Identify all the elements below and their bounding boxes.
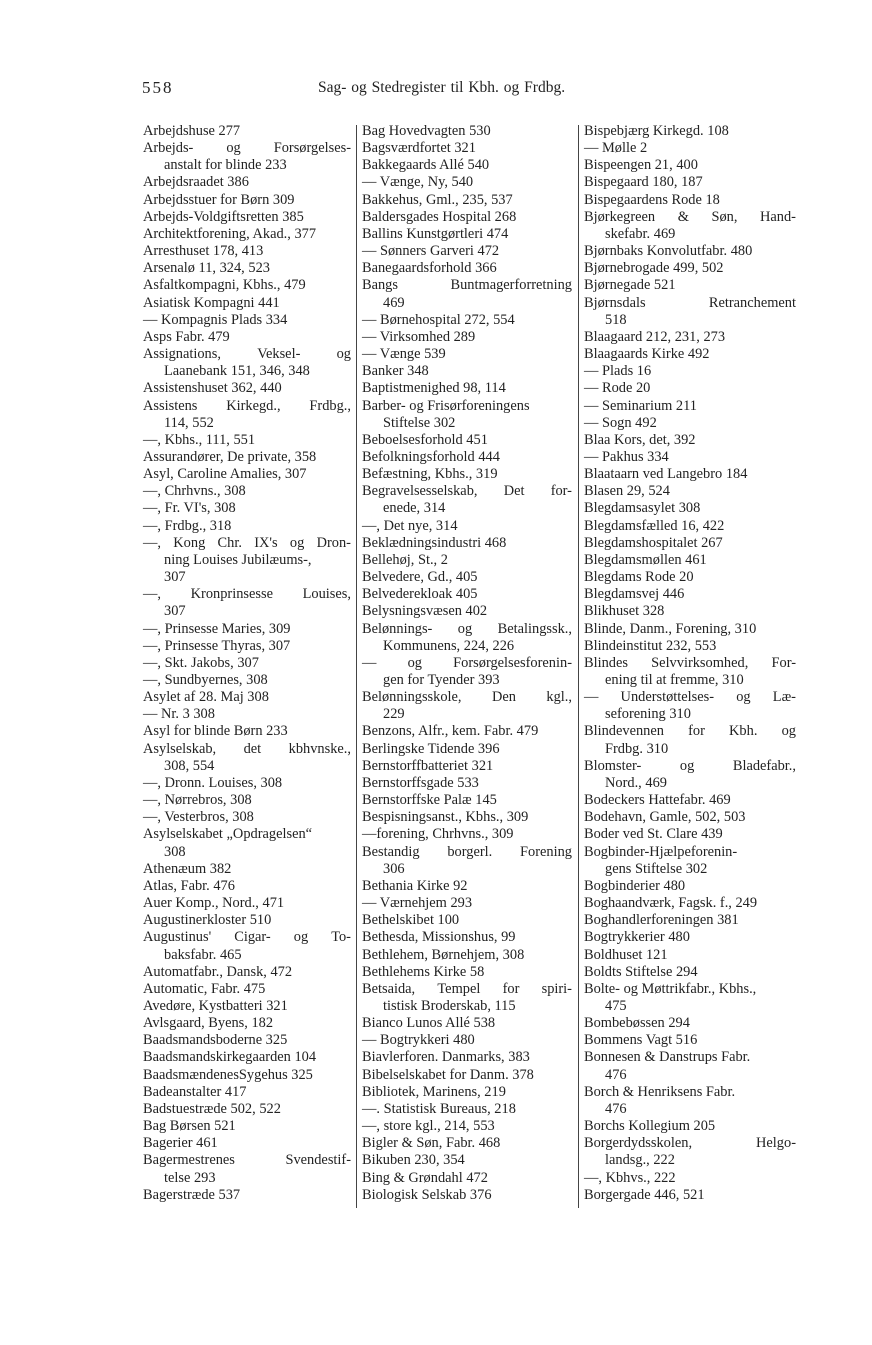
column-divider — [356, 125, 357, 1208]
index-entry: Blegdams Rode 20 — [584, 569, 694, 586]
index-entry: Laanebank 151, 346, 348 — [164, 363, 310, 380]
index-entry: — Plads 16 — [584, 363, 652, 380]
index-entry: Bethelskibet 100 — [362, 912, 460, 929]
index-entry: Avedøre, Kystbatteri 321 — [143, 997, 288, 1014]
index-entry: — Bogtrykkeri 480 — [362, 1032, 475, 1049]
index-entry: gen for Tyender 393 — [383, 672, 500, 688]
index-entry: Bispegaardens Rode 18 — [584, 191, 720, 208]
index-entry: Badeanstalter 417 — [143, 1083, 247, 1100]
index-entry: Badstuestræde 502, 522 — [143, 1100, 281, 1117]
index-entry: Bibelselskabet for Danm. 378 — [362, 1066, 534, 1083]
index-entry: Asylet af 28. Maj 308 — [143, 689, 269, 706]
index-entry: Bakkehus, Gml., 235, 537 — [362, 191, 513, 208]
index-entry: Bogbinder-Hjælpeforenin- — [584, 843, 738, 860]
index-entry: Arresthuset 178, 413 — [143, 243, 264, 260]
index-entry: — Vænge, Ny, 540 — [362, 174, 474, 191]
index-entry: Blindes Selvvirksomhed, For- — [584, 654, 796, 671]
index-entry: 229 — [383, 706, 405, 723]
index-entry: Baptistmenighed 98, 114 — [362, 380, 506, 397]
index-entry: Bjørnsdals Retranchement — [584, 294, 796, 311]
index-entry: 306 — [383, 860, 405, 877]
index-entry: —, Fr. VI's, 308 — [143, 500, 236, 517]
index-entry: Arbejds- og Forsørgelses- — [143, 140, 351, 157]
index-entry: 308 — [164, 843, 186, 860]
index-entry: Architektforening, Akad., 377 — [143, 225, 317, 242]
index-entry: 475 — [605, 997, 627, 1014]
index-entry: Bispebjærg Kirkegd. 108 — [584, 123, 729, 139]
index-entry: Asiatisk Kompagni 441 — [143, 294, 280, 311]
index-entry: Boldts Stiftelse 294 — [584, 963, 698, 980]
index-entry: Blaa Kors, det, 392 — [584, 431, 696, 448]
index-entry: Beklædningsindustri 468 — [362, 534, 507, 551]
index-entry: — Nr. 3 308 — [143, 706, 215, 723]
index-entry: — Virksomhed 289 — [362, 328, 476, 345]
index-entry: Baldersgades Hospital 268 — [362, 208, 517, 225]
index-entry: Ballins Kunstgørtleri 474 — [362, 225, 509, 242]
index-entry: Arbejdshuse 277 — [143, 123, 241, 139]
index-entry: skefabr. 469 — [605, 225, 676, 242]
index-entry: —, Kbhvs., 222 — [584, 1169, 676, 1186]
index-entry: Avlsgaard, Byens, 182 — [143, 1015, 274, 1032]
index-entry: Asyl for blinde Børn 233 — [143, 723, 288, 740]
index-entry: 476 — [605, 1100, 627, 1117]
index-entry: Bernstorffbatteriet 321 — [362, 757, 494, 774]
index-entry: Automatfabr., Dansk, 472 — [143, 963, 293, 980]
index-entry: Bogtrykkerier 480 — [584, 929, 690, 946]
index-entry: —forening, Chrhvns., 309 — [362, 826, 514, 843]
index-entry: Bernstorffsgade 533 — [362, 774, 479, 791]
index-entry: Asfaltkompagni, Kbhs., 479 — [143, 277, 306, 294]
index-entry: Bjørnbaks Konvolutfabr. 480 — [584, 243, 753, 260]
index-entry: Baadsmandskirkegaarden 104 — [143, 1049, 317, 1066]
index-column-1 — [143, 123, 351, 1204]
index-entry: —, Prinsesse Maries, 309 — [143, 620, 291, 637]
index-entry: Blinde, Danm., Forening, 310 — [584, 620, 757, 637]
index-entry: 476 — [605, 1066, 627, 1083]
index-entry: Bagsværdfortet 321 — [362, 140, 476, 157]
index-entry: — Sønners Garveri 472 — [362, 243, 500, 260]
index-entry: Beboelsesforhold 451 — [362, 431, 488, 448]
index-entry: — og Forsørgelsesforenin- — [362, 654, 572, 671]
index-entry: — Værnehjem 293 — [362, 895, 473, 912]
index-entry: Borgerdydsskolen, Helgo- — [584, 1135, 796, 1152]
index-entry: tistisk Broderskab, 115 — [383, 997, 516, 1014]
index-entry: Bag Børsen 521 — [143, 1118, 236, 1135]
index-entry: —, store kgl., 214, 553 — [362, 1118, 495, 1135]
index-entry: Borgergade 446, 521 — [584, 1186, 705, 1203]
index-entry: Blegdamsfælled 16, 422 — [584, 517, 725, 534]
index-entry: 308, 554 — [164, 757, 215, 774]
index-entry: 469 — [383, 294, 405, 311]
index-entry: Bikuben 230, 354 — [362, 1152, 465, 1169]
index-entry: Bespisningsanst., Kbhs., 309 — [362, 809, 529, 826]
index-entry: Arsenalø 11, 324, 523 — [143, 260, 270, 277]
index-entry: Assistenshuset 362, 440 — [143, 380, 282, 397]
index-entry: Boghaandværk, Fagsk. f., 249 — [584, 895, 758, 912]
index-entry: Bjørkegreen & Søn, Hand- — [584, 208, 796, 225]
index-entry: Blomster- og Bladefabr., — [584, 757, 796, 774]
index-entry: Assistens Kirkegd., Frdbg., — [143, 397, 351, 414]
index-entry: Belønningsskole, Den kgl., — [362, 689, 572, 706]
page-number: 558 — [142, 78, 174, 97]
index-entry: Blindeinstitut 232, 553 — [584, 637, 717, 654]
index-entry: Kommunens, 224, 226 — [383, 637, 515, 654]
index-entry: Blindevennen for Kbh. og — [584, 723, 796, 740]
index-entry: Athenæum 382 — [143, 860, 232, 877]
index-entry: Bispegaard 180, 187 — [584, 174, 703, 191]
index-entry: Bolte- og Møttrikfabr., Kbhs., — [584, 980, 757, 997]
index-entry: landsg., 222 — [605, 1152, 675, 1169]
index-entry: Boder ved St. Clare 439 — [584, 826, 723, 843]
index-entry: gens Stiftelse 302 — [605, 860, 708, 877]
index-entry: — Rode 20 — [584, 380, 651, 397]
index-entry: Befæstning, Kbhs., 319 — [362, 466, 498, 483]
index-entry: Bagermestrenes Svendestif- — [143, 1152, 351, 1169]
index-entry: Belysningsvæsen 402 — [362, 603, 488, 620]
index-entry: Blegdamsvej 446 — [584, 586, 685, 603]
index-entry: — Seminarium 211 — [584, 397, 697, 414]
index-entry: ening til at fremme, 310 — [605, 672, 744, 688]
index-entry: Nord., 469 — [605, 774, 667, 791]
index-entry: Arbejdsstuer for Børn 309 — [143, 191, 295, 208]
index-entry: Automatic, Fabr. 475 — [143, 980, 266, 997]
index-entry: Bodehavn, Gamle, 502, 503 — [584, 809, 746, 826]
index-entry: —, Dronn. Louises, 308 — [143, 774, 283, 791]
index-entry: Bakkegaards Allé 540 — [362, 157, 490, 174]
index-entry: Berlingske Tidende 396 — [362, 740, 500, 757]
index-entry: Bodeckers Hattefabr. 469 — [584, 792, 731, 809]
index-entry: —, Chrhvns., 308 — [143, 483, 246, 500]
index-entry: Biavlerforen. Danmarks, 383 — [362, 1049, 530, 1066]
index-entry: Asyl, Caroline Amalies, 307 — [143, 466, 307, 483]
index-entry: —. Statistisk Bureaus, 218 — [362, 1100, 516, 1117]
index-entry: Bethesda, Missionshus, 99 — [362, 929, 516, 946]
index-entry: 114, 552 — [164, 414, 214, 431]
index-entry: — Understøttelses- og Læ- — [584, 689, 796, 706]
index-entry: Bethlehem, Børnehjem, 308 — [362, 946, 525, 963]
index-entry: 307 — [164, 603, 186, 620]
index-entry: Biologisk Selskab 376 — [362, 1186, 492, 1203]
index-entry: enede, 314 — [383, 500, 446, 517]
index-entry: Bispeengen 21, 400 — [584, 157, 698, 174]
index-entry: Blegdamsasylet 308 — [584, 500, 701, 517]
index-entry: 518 — [605, 311, 627, 328]
index-entry: Atlas, Fabr. 476 — [143, 877, 235, 894]
index-entry: telse 293 — [164, 1169, 216, 1186]
index-entry: Banegaardsforhold 366 — [362, 260, 497, 277]
index-entry: Bombebøssen 294 — [584, 1015, 690, 1032]
index-entry: Blegdamsmøllen 461 — [584, 551, 707, 568]
index-entry: Assurandører, De private, 358 — [143, 448, 317, 465]
index-entry: Bigler & Søn, Fabr. 468 — [362, 1135, 501, 1152]
index-entry: — Mølle 2 — [584, 140, 648, 157]
index-entry: Bethania Kirke 92 — [362, 877, 468, 894]
column-divider — [578, 125, 579, 1208]
index-entry: Bernstorffske Palæ 145 — [362, 792, 497, 809]
index-entry: Augustinus' Cigar- og To- — [143, 929, 351, 946]
index-entry: seforening 310 — [605, 706, 691, 723]
index-entry: 307 — [164, 569, 186, 586]
index-entry: —, Det nye, 314 — [362, 517, 458, 534]
index-entry: Barber- og Frisørforeningens — [362, 397, 530, 414]
index-entry: Bogbinderier 480 — [584, 877, 686, 894]
index-entry: Frdbg. 310 — [605, 740, 669, 757]
index-entry: Assignations, Veksel- og — [143, 346, 351, 363]
index-entry: Stiftelse 302 — [383, 414, 456, 431]
index-entry: Bagerstræde 537 — [143, 1186, 241, 1203]
index-entry: Blikhuset 328 — [584, 603, 665, 620]
index-entry: —, Vesterbros, 308 — [143, 809, 254, 826]
index-entry: Bonnesen & Danstrups Fabr. — [584, 1049, 751, 1066]
index-entry: Benzons, Alfr., kem. Fabr. 479 — [362, 723, 539, 740]
index-entry: Belvedere, Gd., 405 — [362, 569, 478, 586]
index-entry: Blaagaards Kirke 492 — [584, 346, 710, 363]
index-entry: Bing & Grøndahl 472 — [362, 1169, 488, 1186]
index-entry: —, Frdbg., 318 — [143, 517, 232, 534]
index-entry: Bianco Lunos Allé 538 — [362, 1015, 496, 1032]
index-entry: Borch & Henriksens Fabr. — [584, 1083, 736, 1100]
index-entry: —, Skt. Jakobs, 307 — [143, 654, 259, 671]
index-entry: Begravelsesselskab, Det for- — [362, 483, 572, 500]
page-title: Sag- og Stedregister til Kbh. og Frdbg. — [318, 79, 566, 96]
index-entry: Bangs Buntmagerforretning — [362, 277, 572, 294]
index-entry: Boldhuset 121 — [584, 946, 668, 963]
index-entry: baksfabr. 465 — [164, 946, 242, 963]
index-entry: Arbejdsraadet 386 — [143, 174, 249, 191]
index-entry: Baadsmandsboderne 325 — [143, 1032, 288, 1049]
index-entry: Bommens Vagt 516 — [584, 1032, 698, 1049]
index-entry: Bestandig borgerl. Forening — [362, 843, 572, 860]
index-column-2 — [362, 123, 572, 1204]
index-entry: Augustinerkloster 510 — [143, 912, 272, 929]
index-entry: Bagerier 461 — [143, 1135, 218, 1152]
index-entry: Bellehøj, St., 2 — [362, 551, 448, 568]
index-entry: Blaataarn ved Langebro 184 — [584, 466, 748, 483]
index-entry: Borchs Kollegium 205 — [584, 1118, 716, 1135]
index-entry: Bjørnegade 521 — [584, 277, 676, 294]
index-entry: — Sogn 492 — [584, 414, 657, 431]
index-entry: Arbejds-Voldgiftsretten 385 — [143, 208, 304, 225]
index-entry: Belønnings- og Betalingssk., — [362, 620, 572, 637]
index-entry: —, Kbhs., 111, 551 — [143, 431, 256, 448]
index-entry: Blasen 29, 524 — [584, 483, 670, 500]
index-entry: Bethlehems Kirke 58 — [362, 963, 485, 980]
index-entry: Blegdamshospitalet 267 — [584, 534, 723, 551]
index-entry: — Pakhus 334 — [584, 448, 669, 465]
index-entry: — Kompagnis Plads 334 — [143, 311, 288, 328]
index-entry: anstalt for blinde 233 — [164, 157, 287, 174]
index-entry: Banker 348 — [362, 363, 429, 380]
index-entry: Bag Hovedvagten 530 — [362, 123, 491, 139]
index-entry: BaadsmændenesSygehus 325 — [143, 1066, 313, 1083]
index-entry: Bibliotek, Marinens, 219 — [362, 1083, 506, 1100]
index-entry: Belvederekloak 405 — [362, 586, 478, 603]
index-entry: —, Kronprinsesse Louises, — [143, 586, 351, 603]
index-entry: Asylselskabet „Opdragelsen“ — [143, 826, 313, 843]
index-entry: Asps Fabr. 479 — [143, 328, 230, 345]
index-entry: Asylselskab, det kbhvnske., — [143, 740, 351, 757]
index-entry: —, Nørrebros, 308 — [143, 792, 252, 809]
index-entry: ning Louises Jubilæums-, — [164, 551, 312, 568]
index-entry: — Vænge 539 — [362, 346, 446, 363]
index-entry: Auer Komp., Nord., 471 — [143, 895, 285, 912]
index-entry: —, Sundbyernes, 308 — [143, 672, 268, 688]
index-entry: Bjørnebrogade 499, 502 — [584, 260, 724, 277]
index-entry: Boghandlerforeningen 381 — [584, 912, 739, 929]
index-entry: Betsaida, Tempel for spiri- — [362, 980, 572, 997]
index-entry: Befolkningsforhold 444 — [362, 448, 500, 465]
index-column-3 — [584, 123, 796, 1204]
index-entry: —, Prinsesse Thyras, 307 — [143, 637, 291, 654]
index-entry: Blaagaard 212, 231, 273 — [584, 328, 726, 345]
index-entry: —, Kong Chr. IX's og Dron- — [143, 534, 351, 551]
index-entry: — Børnehospital 272, 554 — [362, 311, 515, 328]
